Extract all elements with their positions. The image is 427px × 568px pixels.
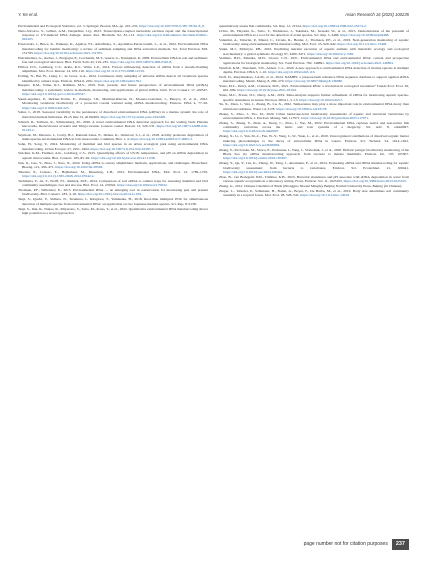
reference-text: Strickler, K.M., Fremier, A.K., Goldberg, C.S., 2015. Quantifying effects of UV-B, temperature, and pH on eDNA degradation in aquatic microcosms. Biol. Conserv. 183, 85–92. <box>18 151 208 160</box>
reference-doi-link[interactable]: https://doi.org/10.1002/edn3.7. <box>299 97 344 102</box>
reference-text: quantitatively assess fish community. Sci. Rep. 12, 21524. <box>219 24 302 28</box>
reference-doi-link[interactable]: https://doi.org/10.1002/ecy.1582. <box>307 51 355 56</box>
reference-entry <box>219 47 409 56</box>
reference-doi-link[interactable]: https://doi.org/10.1007/s12686-020-01143-x. <box>22 123 208 133</box>
reference-entry <box>18 151 208 160</box>
reference-doi-link[interactable]: https://doi.org/10.1126/sciadv.abk0097. <box>223 129 280 134</box>
reference-text: Sáenz-Aguilera, P., Delrieu-Trottin, E., Zuluaga, J.D., Martínez-Rincón, D., Moreno-González, I., Pineyro, P., et al., 2022. Monitoring vertebrate biodiversity of a protected coastal wetland using eDNA metabarcoding. Environ. DNA 4, 77–92. <box>18 96 208 106</box>
reference-text: Zhang, X., Li, J., Yan, M.-C., Fan, W.-Y., Yang, C.-W., Yuan, L., et al., 2020. Unrecognized contributions of dissolved organic matter inducing photodamages to the decay of extracellular DNA in waters. Environ. Sci. Technol. 54, 1614–1622. <box>219 134 409 143</box>
reference-text: Schnell, R., Tollison, R., Schmeisberg, M., 2020. A novel environmental DNA detection approach for the wading birds Platalea leucorodia, Recurvirostra avosetta and Tringa totanus. Conserv. Genet. Resour. 12, 529–531. <box>18 119 208 128</box>
reference-entry <box>18 24 208 28</box>
reference-entry <box>18 142 208 151</box>
reference-entry <box>18 74 208 83</box>
reference-doi-link[interactable]: https://doi.org/10.1002/ece3.70022. <box>117 183 168 188</box>
reference-doi-link[interactable]: https://doi.org/10.1007/s11252-024-01587-7. <box>90 146 155 151</box>
reference-entry <box>219 102 409 111</box>
reference-entry <box>18 179 208 188</box>
reference-entry <box>219 24 409 28</box>
reference-entry <box>219 93 409 102</box>
reference-entry <box>18 110 208 119</box>
reference-entry <box>219 75 409 84</box>
reference-doi-link[interactable]: https://doi.org/10.1111/mec.14919. <box>300 193 350 198</box>
reference-doi-link[interactable]: https://doi.org/10.1002/edn3.225. <box>22 105 70 110</box>
reference-entry <box>18 188 208 197</box>
reference-text: Zheng, G., 2012. Chinese Checklist of Birds (Zhongguo Niaolei Minglu). Beijing Normal University Press, Beijing (in Chinese). <box>219 183 403 188</box>
reference-doi-link[interactable]: https://doi.org/10.1016/j.tree.2021.03.001. <box>237 88 298 93</box>
reference-entry <box>18 161 208 170</box>
header-authors: Y. Ke et al. <box>18 12 39 17</box>
reference-entry <box>18 29 208 42</box>
reference-doi-link[interactable]: https://doi.org/10.1016/j.scitotenv.2021.151783. <box>34 50 103 55</box>
reference-entry <box>18 83 208 96</box>
reference-entry <box>219 38 409 47</box>
reference-text: Wolf, D., Raeymaekers, J.A.M., et al., 2024. NAMBS: a purpose-built reference DNA sequence database to support applied eDNA metabarcoding. Metab. Metag. 8, 269–279. <box>219 74 409 84</box>
reference-doi-link[interactable]: https://doi.org/10.1038/s42003-017-0005-3. <box>130 137 193 142</box>
reference-doi-link[interactable]: https://doi.org/10.1038/srep04468. <box>340 33 390 38</box>
reference-doi-link[interactable]: https://doi.org/10.1016/j.jenvman.2023.117971. <box>301 115 369 120</box>
reference-doi-link[interactable]: https://doi.org/10.1016/j.ese.2024.100441. <box>223 169 284 174</box>
reference-entry <box>219 184 409 188</box>
reference-doi-link[interactable]: https://doi.org/10.1146/annurev-biochem-052621-091205. <box>22 33 208 42</box>
reference-doi-link[interactable]: https://doi.org/10.1002/bit.28592. <box>55 164 104 169</box>
reference-text: Tsuji, S., Inui, R., Nakao, R., Miyazono, S., Saito, M., Kono, T., et al., 2022. Quantitative environmental DNA metabarcoding shows high potential as a novel approach to <box>18 206 208 215</box>
reference-text: Seymour, M., Durance, I., Cosby, B.J., Ransom-Jones, E., Deiner, K., Ormerod, S.J., et al., 2018. Acidity promotes degradation of multi-species environmental DNA in lotic mesocosms. Commun. Biol. 1, 4. <box>18 133 208 142</box>
references-left-column <box>18 24 208 524</box>
reference-text: Nieto-Navarro, S., Gilbert, A.M., Desjardins, J.Q., 2023. Transcription-coupled nucleotide excision repair and the transcriptional response to UV-induced DNA damage. Annu. Rev. Biochem. 92, 81–113. <box>18 28 208 38</box>
reference-entry <box>219 134 409 147</box>
reference-entry <box>18 97 208 110</box>
reference-text: Westfall, K.M., Therriault, T.W., Abbott, C.L., 2020. A new approach to environmental DNA detection of marine species at multiple depths. Environ. DNA 3, 1–10. <box>219 65 409 74</box>
reference-doi-link[interactable]: https://doi.org/10.1016/j.scitotenv.2021.146891. <box>325 60 395 65</box>
reference-doi-link[interactable]: https://doi.org/10.1007/978-0-387-78161-8_8. <box>139 24 205 28</box>
reference-entry <box>18 42 208 55</box>
reference-doi-link[interactable]: https://doi.org/10.3390/w14193178. <box>276 106 328 111</box>
reference-entry <box>18 133 208 142</box>
reference-doi-link[interactable]: https://doi.org/10.1016/j.gecco.2019.e00547. <box>22 92 86 97</box>
reference-entry <box>219 56 409 65</box>
footer-note: page number not for citation purposes <box>303 541 388 547</box>
reference-doi-link[interactable]: https://doi.org/10.1021/acs.est.9b06029. <box>223 142 280 147</box>
reference-text: Zhang, Y., Pavlovska, M., Stoica, E., Prekrasna, I., Yang, J., Slobodnik, J., et al., 2020. Holistic pelagic biodiversity monitoring of the Black Sea via eDNA metabarcoding approach: from bacteria to marine mammals. Environ. Int. 135, 105307. <box>219 147 409 157</box>
reference-entry <box>219 189 409 198</box>
reference-entry <box>219 148 409 161</box>
reference-doi-link[interactable]: https://doi.org/10.1016/j.biocon.2014.11.038. <box>91 155 156 160</box>
reference-text: Pietramellara, G., Ascher, J., Borgogni, F., Ceccherini, M.T., Guerri, G., Nannipieri, P., 2009. Extracellular DNA in soil and sediment: fate and ecological relevance. Biol. Fertil. Soils 45, 219–235. <box>18 55 208 65</box>
reference-entry <box>18 207 208 216</box>
reference-text: Yates, M.C., Fraser, D.J., Derry, A.M., 2019. Meta-analysis supports further refinement of eDNA for monitoring aquatic species-specific abundance in nature. Environ. DNA 1, 5–13. <box>219 93 409 102</box>
reference-text: Zhang, S., Zheng, Y., Zhan, A., Dong, C., Zhao, J., Yao, M., 2022. Environmental DNA captures native and non-native fish community variations across the lentic and lotic systems of a megacity. Sci. Adv. 8, eabk0097. <box>219 120 409 130</box>
reference-entry <box>219 161 409 174</box>
reference-doi-link[interactable]: https://doi.org/10.1002/edn3.591. <box>94 78 142 83</box>
reference-text: Zhang, Y., Qu, Y., Liu, K., Zheng, W., Yang, J., Abermann, F., et al., 2024. Evaluating eDNA and iDNA metabarcoding for aquatic biodiversity assessment: from bacteria to vertebrates. Environ. Sci. Ecotechnol. 21, 100441. <box>219 161 409 170</box>
reference-entry <box>219 84 409 93</box>
reference-entry <box>18 120 208 133</box>
header-journal: Asian Research 16 (2025) 100235 <box>345 12 409 17</box>
reference-text: Sohn, H., Song, Y., 2024. Monitoring of mammal and bird species in an urban ecological park using environmental DNA metabarcoding. Urban Ecosyst. 27, 1951–1964. <box>18 142 208 151</box>
page-footer <box>304 538 409 550</box>
references-columns <box>18 24 409 524</box>
reference-text: Thomsen, P.F., Willerslev, E., 2015. Environmental DNA — an emerging tool in conservation for monitoring past and present biodiversity. Biol. Conserv. 183, 4–18. <box>18 188 208 197</box>
reference-text: Yates, M.C., Derry, A.M., Cristescu, M.E., 2021. Environmental RNA: a revolution in ecological resolution? Trends Ecol. Evol. 36, 601–609. <box>219 84 409 93</box>
reference-text: Valentini, A., Taberlet, P., Miaud, C., Civade, R., Herder, J., Thomsen, P.F., et al., 2016. Next-generation monitoring of aquatic biodiversity using environmental DNA metabarcoding. Mol. Ecol. 25, 929–942. <box>219 38 409 47</box>
reference-text: Veilleux, H.D., Misutka, M.D., Glover, C.N., 2021. Environmental DNA and environmental RNA: current and prospective applications for biological monitoring. Sci. Total Environ. 782, 146891. <box>219 56 409 65</box>
reference-entry <box>18 65 208 74</box>
reference-text: Uchio, M., Hayashi, K., Saito, T., Nishizawa, I., Takahara, M., Iwasaki, W., et al., 2015. Demonstration of the potential of environmental DNA as a tool for the detection of avian species. Sci. Rep. 5, 4468. <box>219 28 409 38</box>
reference-doi-link[interactable]: https://doi.org/10.3389/fenvs.2023.1025105. <box>343 179 407 183</box>
reference-text: Environmental and Ecological Statistics, vol. 3. Springer, Boston, MA, pp. 201–235. <box>18 24 139 28</box>
reference-text: Tachibana, Y., Ai, T., Wolff, F.J., Ramick, M.E., 2024. Comparison of soil eDNA to camera traps for assessing mammal and bird community assemblages over and site use. Biol. Evol. 14, e70022. <box>18 179 208 188</box>
reference-text: Salter, I., 2018. Seasonal variability in the persistence of dissolved environmental DNA (eDNA) in a marine system: the role of microbial nutrient limitation. PLoS One 13, e0192409. <box>18 110 208 119</box>
reference-text: Zinger, L., Taberlet, P., Schimann, H., Bonin, A., Boyer, F., De Barba, M., et al., 2019. Body size determines soil community assembly in a tropical forest. Mol. Ecol. 28, 528–543. <box>219 188 409 198</box>
reference-doi-link[interactable]: https://doi.org/10.1111/mec.13428. <box>337 42 388 47</box>
reference-entry <box>18 170 208 179</box>
reference-entry <box>219 29 409 38</box>
running-header <box>18 12 409 22</box>
reference-text: Zhao, B., van Bodegom, P.M., Trimbos, K.B., 2023. Bacterial abundance and pH associate with eDNA degradation in water from various aquatic ecosystems in a laboratory setting. Front. Environ. Sci. 11, 1025105. <box>219 174 409 183</box>
reference-doi-link[interactable]: https://doi.org/10.3897/mbmg.8.136586. <box>285 79 343 84</box>
reference-text: Zhang, S., Zhao, J., Yao, M., 2020. Urban landscape-level biodiversity assessments of aquatic and terrestrial vertebrates by environmental DNA. J. Environ. Manag. 340, 117971. <box>219 111 409 120</box>
reference-doi-link[interactable]: https://doi.org/10.1007/s00374-008-0345-8. <box>109 60 173 65</box>
reference-entry <box>18 197 208 206</box>
reference-doi-link[interactable]: https://doi.org/10.1111/1755-0998.12159. <box>85 69 145 74</box>
reference-entry <box>219 121 409 134</box>
reference-text: Pawlowski, J., Bruce, K., Panksep, K., Aguirre, F.I., Amalfitano, S., Apothéloz-Perret-Gentil, L., et al., 2022. Environmental DNA metabarcoding for benthic monitoring: a review of sediment sampling and DNA extraction methods. Sci. Total Environ. 818, 151783. <box>18 42 208 55</box>
reference-text: Sun, X., Gao, Y., Zhao, J., Xiao, N., 2024. Using eDNA to survey amphibians: methods, applications, and challenges. Biotechnol. Bioeng. 121, 456–471. <box>18 160 208 169</box>
reference-doi-link[interactable]: https://doi.org/10.1016/j.biocon.2014.11.019. <box>77 192 143 197</box>
reference-text: Yu, X., Zhou, J., Wei, J., Zhang, B., Lu, X., 2022. Temperature may play a more important role in environmental DNA decay than ultraviolet radiation. Water 14, 3178. <box>219 102 409 111</box>
reference-text: Vanni, M.J., McIntyre, P.B., 2016. Predicting nutrient excretion of aquatic animals with metabolic ecology and ecological stoichiometry: a global synthesis. Ecology 97, 3460–3471. <box>219 47 409 56</box>
reference-entry <box>219 112 409 121</box>
reference-entry <box>219 66 409 75</box>
reference-entry <box>219 175 409 184</box>
reference-text: Polling, N., Bai, B., Liang, L., de Groot, G.A., 2024. Continuous daily sampling of airborne eDNA detects all vertebrate species identified by camera traps. Environ. DNA 6, e591. <box>18 74 208 83</box>
reference-doi-link[interactable]: https://doi.org/10.1111/j.1365-294X.2012.05542.x. <box>22 174 95 179</box>
references-right-column <box>219 24 409 524</box>
reference-text: Ruppert, K.M., Kline, R.J., Rahman, M.S., 2019. Past, present, and future perspectives of environmental DNA (eDNA) metabarcoding: a systematic review in methods, monitoring, and applications of global eDNA. Glob. Ecol. Conserv. 17, e00547. <box>18 83 208 92</box>
reference-doi-link[interactable]: https://doi.org/10.1002/edn3.116. <box>268 69 316 74</box>
reference-text: Pilliod, D.S., Goldberg, C.S., Arkle, R.S., Waits, L.P., 2014. Factors influencing detection of eDNA from a stream-dwelling amphibian. Mol. Ecol. Resour. 14, 109–116. <box>18 65 208 74</box>
reference-text: Tsuji, S., Iguchi, Y., Shibata, N., Teramura, I., Kitagawa, T., Yamanaka, H., 2018. Real-time multiplex PCR for simultaneous detection of multiple species from environmental DNA: an application on two Japanese medaka species. Sci. Rep. 8, 9138. <box>18 197 208 206</box>
reference-doi-link[interactable]: https://doi.org/10.1371/journal.pone.0192409. <box>100 114 167 119</box>
page-number: 237 <box>392 539 409 550</box>
reference-doi-link[interactable]: https://doi.org/10.1038/s41598-022-25274-2. <box>302 24 367 28</box>
reference-entry <box>18 56 208 65</box>
reference-doi-link[interactable]: https://doi.org/10.1016/j.envint.2019.105307. <box>223 156 288 161</box>
reference-text: Taberlet, P., Coissac, E., Hajibabaei, M., Rieseberg, L.H., 2012. Environmental DNA. Mol. Ecol. 21, 1789–1793. <box>18 169 208 174</box>
